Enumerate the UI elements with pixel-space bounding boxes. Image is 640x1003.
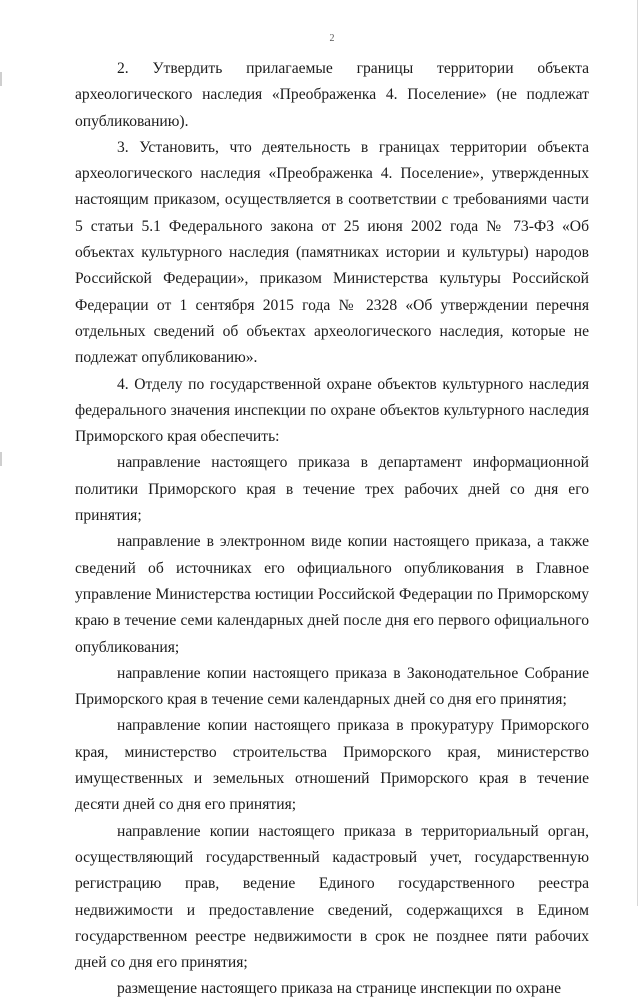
scan-mark: [0, 452, 2, 466]
paragraph-4-item-6: размещение настоящего приказа на странице инспекции по охране: [117, 980, 561, 998]
paragraph-3: 3. Установить, что деятельность в границах территории объекта археологического наследия «Преображенка 4. Поселение», утвержденных настоящим приказом, осуществляется в соответствии с требованиями части 5 статьи 5.1 Федерального закона от 25 июня 2002 года № 73-ФЗ «Об объектах культурного наследия (памятниках истории и культуры) народов Российской Федерации», приказом Министерства культуры Российской Федерации от 1 сентября 2015 года № 2328 «Об утверждении перечня отдельных сведений об объектах археологического наследия, которые не подлежат опубликованию».: [75, 138, 589, 367]
scan-edge: [637, 0, 638, 906]
paragraph-4-item-2: направление в электронном виде копии настоящего приказа, а также сведений об источниках его официального опубликования в Главное управление Министерства юстиции Российской Федерации по Приморскому краю в течение семи календарных дней после дня его первого официального опубликования;: [75, 533, 589, 656]
paragraph-4-item-1: направление настоящего приказа в департамент информационной политики Приморского края в течение трех рабочих дней со дня его принятия;: [75, 454, 589, 525]
document-body: [75, 56, 589, 1003]
paragraph-4: 4. Отделу по государственной охране объектов культурного наследия федерального значения инспекции по охране объектов культурного наследия Приморского края обеспечить:: [75, 375, 589, 446]
paragraph-4-item-3: направление копии настоящего приказа в Законодательное Собрание Приморского края в течение семи календарных дней со дня его принятия;: [75, 664, 589, 709]
paragraph-4-item-5: направление копии настоящего приказа в территориальный орган, осуществляющий государственный кадастровый учет, государственную регистрацию прав, ведение Единого государственного реестра недвижимости и предоставление сведений, содержащихся в Едином государственном реестре недвижимости в срок не позднее пяти рабочих дней со дня его принятия;: [75, 822, 589, 972]
page-number: 2: [329, 33, 335, 44]
paragraph-4-item-4: направление копии настоящего приказа в прокуратуру Приморского края, министерство строительства Приморского края, министерство имущественных и земельных отношений Приморского края в течение десяти дней со дня его принятия;: [75, 717, 589, 814]
scan-mark: [0, 72, 2, 86]
paragraph-2: 2. Утвердить прилагаемые границы территории объекта археологического наследия «Преображенка 4. Поселение» (не подлежат опубликованию).: [75, 60, 589, 130]
